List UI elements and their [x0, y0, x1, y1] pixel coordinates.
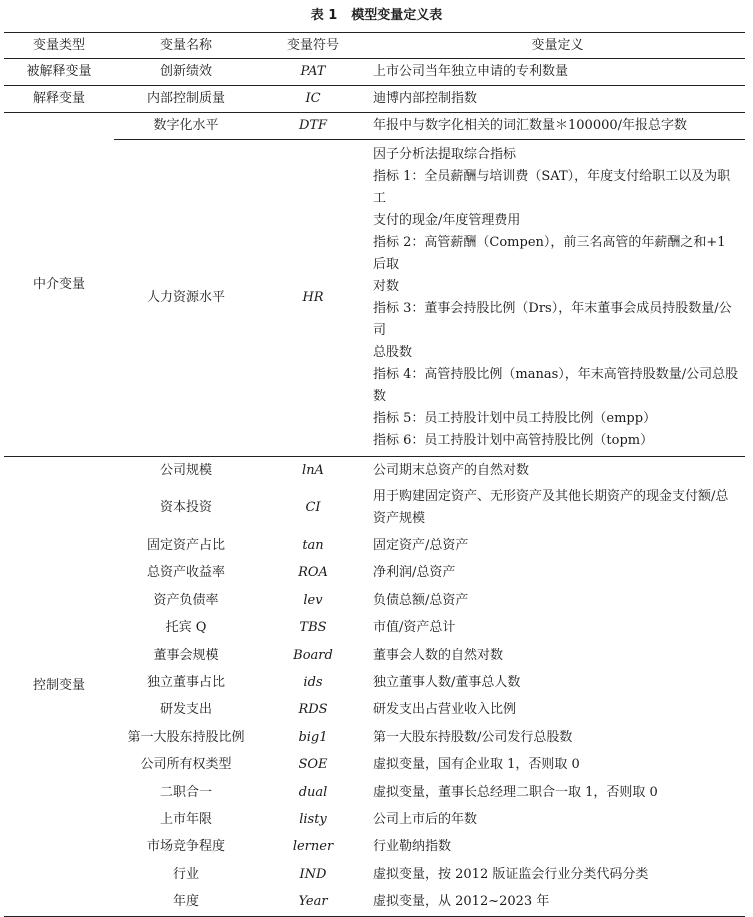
table-row [4, 140, 745, 457]
table-row [4, 615, 745, 642]
hr-definition [368, 140, 745, 457]
variable-symbol: IC [258, 86, 368, 113]
variable-symbol: tan [302, 538, 324, 554]
ci-definition-line: 用于购建固定资产、无形资产及其他长期资产的现金支付额/总 [373, 489, 729, 505]
variable-definition: 第一大股东持股数/公司发行总股数 [373, 729, 573, 745]
variable-name: 独立董事占比 [146, 675, 225, 691]
variable-name: 年度 [114, 888, 258, 916]
variable-definition: 虚拟变量，董事长总经理二职合一取 1，否则取 0 [373, 784, 658, 800]
variable-symbol: listy [299, 811, 327, 827]
variable-name: 创新绩效 [159, 64, 212, 79]
variable-definition: 虚拟变量，从 2012~2023 年 [368, 888, 745, 916]
variable-definition: 迪博内部控制指数 [368, 86, 745, 113]
variable-symbol: DTF [258, 113, 368, 140]
table-row [4, 888, 745, 916]
variable-type: 被解释变量 [26, 64, 92, 79]
variable-name: 市场竞争程度 [146, 839, 225, 855]
variable-symbol: IND [299, 866, 327, 882]
variable-name: 人力资源水平 [114, 140, 258, 457]
header-variable-name: 变量名称 [114, 33, 258, 59]
table-row [4, 834, 745, 861]
variable-definition: 负债总额/总资产 [373, 592, 469, 608]
variable-symbol: lerner [292, 839, 334, 855]
variable-symbol: SOE [298, 757, 328, 773]
table-row [4, 697, 745, 724]
variable-name: 第一大股东持股比例 [127, 729, 245, 745]
table-row [4, 587, 745, 614]
table-row [4, 560, 745, 587]
table-row [4, 779, 745, 806]
variable-definition: 董事会人数的自然对数 [373, 647, 504, 663]
table-number: 表 1 [310, 8, 338, 23]
variable-type-control: 控制变量 [4, 457, 114, 917]
variable-name: 上市年限 [159, 811, 212, 827]
table-row [4, 457, 745, 485]
variable-symbol: RDS [298, 702, 328, 718]
table-row [4, 861, 745, 888]
table-row [4, 642, 745, 669]
table-row [4, 59, 745, 86]
variable-name: 公司规模 [114, 457, 258, 485]
variable-name: 二职合一 [159, 784, 212, 800]
variable-symbol: lev [303, 592, 323, 608]
table-row [4, 532, 745, 559]
header-variable-type: 变量类型 [4, 33, 114, 59]
variable-name: 内部控制质量 [114, 86, 258, 113]
table-row [4, 806, 745, 833]
hr-definition-line: 指标 4：高管持股比例（manas），年末高管持股数量/公司总股数 [373, 367, 739, 404]
hr-definition-line: 指标 2：高管薪酬（Compen），前三名高管的年薪酬之和+1 后取 [373, 235, 726, 272]
variable-name: 研发支出 [159, 702, 212, 718]
hr-definition-line: 指标 1：全员薪酬与培训费（SAT），年度支付给职工以及为职工 [373, 169, 731, 206]
hr-definition-line: 指标 5：员工持股计划中员工持股比例（empp） [373, 411, 657, 426]
variable-definition: 公司上市后的年数 [373, 811, 478, 827]
variable-symbol: lnA [258, 457, 368, 485]
variable-definition-table [4, 32, 745, 917]
variable-symbol: ids [303, 675, 323, 691]
variable-definition: 虚拟变量，按 2012 版证监会行业分类代码分类 [373, 866, 649, 882]
header-row [4, 33, 745, 59]
variable-symbol: big1 [298, 729, 328, 745]
hr-definition-line: 因子分析法提取综合指标 [373, 147, 517, 162]
table-row [4, 669, 745, 696]
variable-name: 资产负债率 [153, 592, 219, 608]
variable-definition: 固定资产/总资产 [373, 538, 469, 554]
table-row [4, 484, 745, 532]
variable-definition: 独立董事人数/董事总人数 [373, 675, 521, 691]
variable-definition: 研发支出占营业收入比例 [373, 702, 517, 718]
variable-definition: 行业勒纳指数 [373, 839, 452, 855]
variable-name: 总资产收益率 [146, 565, 225, 581]
variable-definition: 上市公司当年独立申请的专利数量 [373, 64, 569, 79]
hr-definition-line: 指标 3：董事会持股比例（Drs），年末董事会成员持股数量/公司 [373, 301, 732, 338]
variable-name: 公司所有权类型 [140, 757, 232, 773]
variable-name: 托宾 Q [165, 620, 207, 636]
variable-symbol: HR [258, 140, 368, 457]
variable-name: 固定资产占比 [146, 538, 225, 554]
variable-definition: 年报中与数字化相关的词汇数量＊100000/年报总字数 [368, 113, 745, 140]
hr-definition-line: 对数 [373, 279, 400, 294]
variable-symbol: dual [298, 784, 328, 800]
variable-definition: 净利润/总资产 [373, 565, 456, 581]
hr-definition-line: 总股数 [373, 345, 413, 360]
variable-symbol: Year [258, 888, 368, 916]
variable-symbol: TBS [299, 620, 327, 636]
header-variable-symbol: 变量符号 [258, 33, 368, 59]
hr-definition-line: 支付的现金/年度管理费用 [373, 213, 521, 228]
variable-name: 行业 [172, 866, 199, 882]
ci-definition-line: 资产规模 [373, 511, 426, 527]
variable-definition: 虚拟变量，国有企业取 1，否则取 0 [373, 757, 580, 773]
variable-type: 解释变量 [4, 86, 114, 113]
hr-definition-line: 指标 6：员工持股计划中高管持股比例（topm） [373, 433, 654, 448]
variable-symbol: CI [305, 500, 321, 516]
variable-symbol: Board [293, 647, 333, 663]
variable-symbol: ROA [298, 565, 328, 581]
variable-name: 董事会规模 [153, 647, 219, 663]
table-row [4, 752, 745, 779]
variable-symbol: PAT [300, 64, 326, 79]
variable-definition: 市值/资产总计 [373, 620, 456, 636]
variable-name: 资本投资 [159, 500, 212, 516]
table-caption [0, 6, 753, 26]
table-title: 模型变量定义表 [351, 8, 443, 23]
table-row [4, 113, 745, 140]
header-variable-definition: 变量定义 [368, 33, 745, 59]
variable-definition: 公司期末总资产的自然对数 [368, 457, 745, 485]
variable-type-mediator: 中介变量 [4, 113, 114, 457]
variable-name: 数字化水平 [114, 113, 258, 140]
variable-definition [368, 484, 745, 532]
table-row [4, 724, 745, 751]
table-row [4, 86, 745, 113]
